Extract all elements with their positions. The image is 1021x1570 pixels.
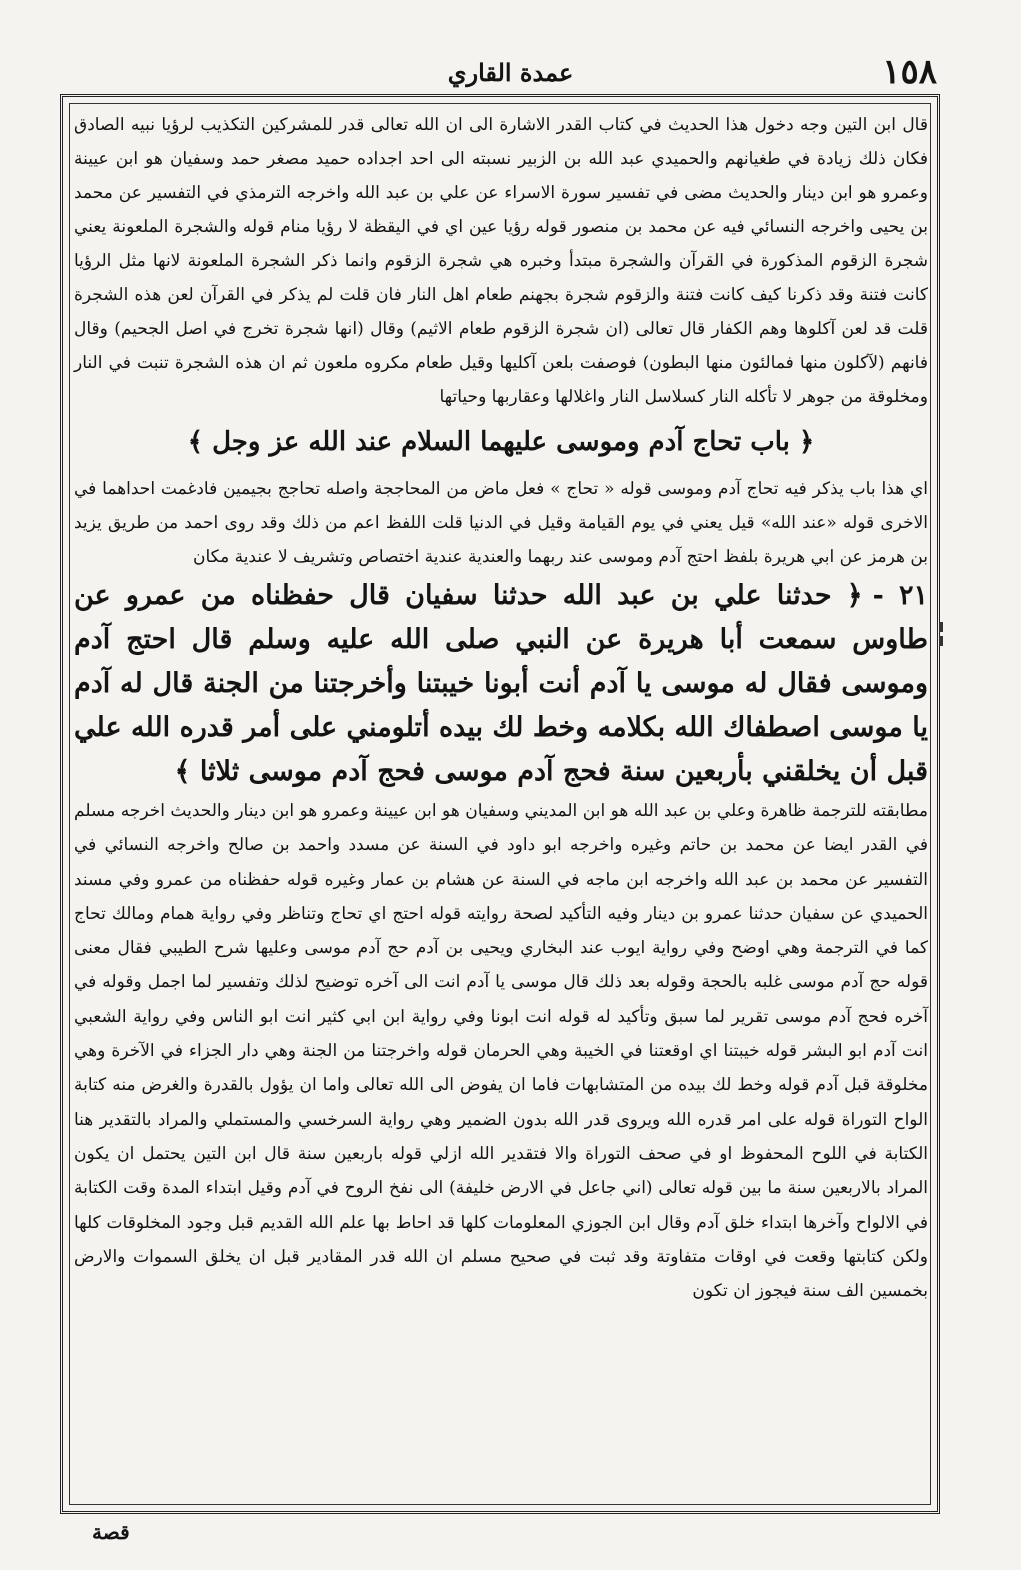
page-content [74,108,928,1308]
commentary-paragraph: مطابقته للترجمة ظاهرة وعلي بن عبد الله هو ابن المديني وسفيان هو ابن عيينة وعمرو هو ابن دينار والحديث اخرجه مسلم في القدر ايضا عن محمد بن حاتم وغيره واخرجه ابو داود في السنة عن مسدد واحمد بن صالح واخرجه النسائي في التفسير عن محمد بن عبد الله واخرجه ابن ماجه في السنة عن هشام بن عمار وغيره قوله حفظناه من عمرو وفي مسند الحميدي عن سفيان حدثنا عمرو بن دينار وفيه التأكيد لصحة روايته قوله احتج اي تحاج وتناظر وفي رواية همام ومالك تحاج كما في الترجمة وهي اوضح وفي رواية ايوب عند البخاري ويحيى بن آدم حج آدم موسى وعليها شرح الطيبي فقال معنى قوله حج آدم موسى غلبه بالحجة وقوله بعد ذلك قال موسى يا آدم انت الى آخره توضيح لذلك وتفسير لما اجمل وقوله في آخره فحج آدم موسى تقرير لما سبق وتأكيد له قوله انت ابونا وفي رواية ابن ابي كثير انت ابو الناس وفي رواية الشعبي انت آدم ابو البشر قوله خيبتنا اي اوقعتنا في الخيبة وهي الحرمان قوله واخرجتنا من الجنة وهي دار الجزاء في الآخرة وهي مخلوقة قبل آدم قوله وخط لك بيده من المتشابهات فاما ان يفوض الى الله تعالى واما ان يؤول بالقدرة والغرض منه كتابة الواح التوراة قوله على امر قدره الله ويروى قدر الله بدون الضمير وهي رواية السرخسي والمستملي والمراد بالتقدير هنا الكتابة في اللوح المحفوظ او في صحف التوراة والا فتقدير الله ازلي قوله باربعين سنة قال ابن التين يحتمل ان يكون المراد بالاربعين سنة ما بين قوله تعالى (اني جاعل في الارض خليفة) الى نفخ الروح في آدم وقيل ابتداء المدة وقت الكتابة في الالواح وآخرها ابتداء خلق آدم وقال ابن الجوزي المعلومات كلها قد احاط بها علم الله القديم قبل وجود المخلوقات كلها ولكن كتابتها وقعت في اوقات متفاوتة وقد ثبت في صحيح مسلم ان الله قدر المقادير قبل ان يخلق السموات والارض بخمسين الف سنة فيجوز ان تكون [74,801,928,1302]
running-title: عمدة القاري [447,58,574,87]
opening-paragraph: قال ابن التين وجه دخول هذا الحديث في كتاب القدر الاشارة الى ان الله تعالى قدر للمشركين التكذيب لرؤيا نبيه الصادق فكان ذلك زيادة في طغيانهم والحميدي عبد الله بن الزبير نسبته الى احد اجداده حميد مصغر حمد وسفيان هو ابن عيينة وعمرو هو ابن دينار والحديث مضى في تفسير سورة الاسراء عن علي بن عبد الله واخرجه الترمذي في التفسير عن محمد بن يحيى واخرجه النسائي فيه عن محمد بن منصور قوله رؤيا عين اي في اليقظة لا رؤيا منام قوله والشجرة الملعونة يعني شجرة الزقوم المذكورة في القرآن والشجرة مبتدأ وخبره هي شجرة الزقوم وانما ذكر الشجرة الملعونة لانها مثل الرؤيا كانت فتنة وقد ذكرنا كيف كانت فتنة والزقوم شجرة بجهنم طعام اهل النار فان قلت لم يذكر في القرآن لعن هذه الشجرة قلت قد لعن آكلوها وهم الكفار قال تعالى (ان شجرة الزقوم طعام الاثيم) وقال (انها شجرة تخرج في اصل الجحيم) وقال فانهم (لآكلون منها فمالئون منها البطون) فوصفت بلعن آكليها وقيل طعام مكروه ملعون ثم ان هذه الشجرة تنبت في النار ومخلوقة من جوهر لا تأكله النار كسلاسل النار واغلالها وعقاربها وحياتها [74,115,928,407]
hadith-block [74,574,928,794]
margin-mark-icon [936,620,946,650]
hadith-text: ﴿ حدثنا علي بن عبد الله حدثنا سفيان قال حفظناه من عمرو عن طاوس سمعت أبا هريرة عن النبي صلى الله عليه وسلم قال احتج آدم وموسى فقال له موسى يا آدم أنت أبونا خيبتنا وأخرجتنا من الجنة قال له آدم يا موسى اصطفاك الله بكلامه وخط لك بيده أتلومني على أمر قدره الله علي قبل أن يخلقني بأربعين سنة فحج آدم موسى فحج آدم موسى ثلاثا ﴾ [74,580,928,787]
page-header [60,52,961,96]
catchword: قصة [92,1520,130,1544]
page-number: ١٥٨ [882,52,937,92]
chapter-heading: ﴿ باب تحاج آدم وموسى عليهما السلام عند الله عز وجل ﴾ [187,427,815,457]
chapter-explanation: اي هذا باب يذكر فيه تحاج آدم وموسى قوله « تحاج » فعل ماض من المحاججة واصله تحاجج بجيمين فادغمت احداهما في الاخرى قوله «عند الله» قيل يعني في يوم القيامة وقيل في الدنيا قلت اللفظ اعم من ذلك وقد روى احمد من طريق يزيد بن هرمز عن ابي هريرة بلفظ احتج آدم وموسى عند ربهما والعندية عندية اختصاص وتشريف لا عندية مكان [74,479,928,567]
hadith-number: ٢١ - [872,580,929,611]
